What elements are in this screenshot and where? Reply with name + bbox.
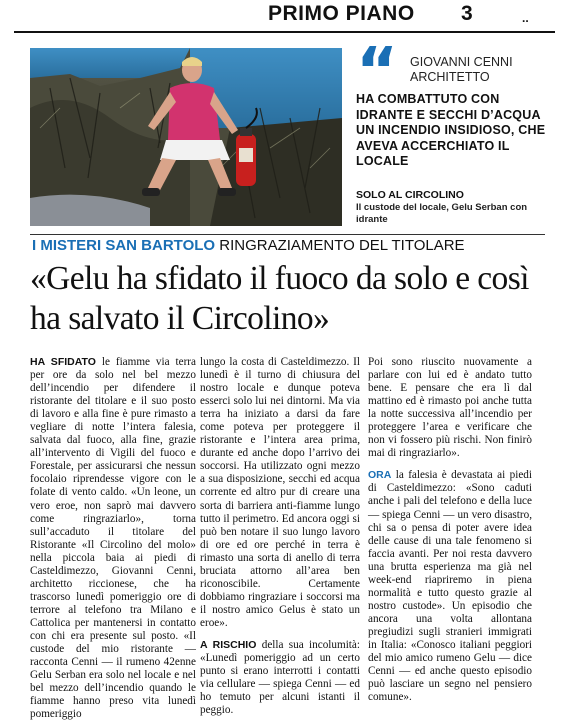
article-photo [30, 48, 342, 226]
pull-quote: HA COMBATTUTO CON IDRANTE E SECCHI D’ACQUA UN INCENDIO INSIDIOSO, CHE AVEVA ACCERCHIATO IL LOCALE [356, 92, 546, 168]
section-title: PRIMO PIANO [268, 2, 415, 25]
kicker [32, 237, 465, 254]
page-header [0, 0, 567, 34]
column-1-lead: HA SFIDATO [30, 356, 96, 368]
article-column-3 [368, 356, 532, 704]
quote-author-name: GIOVANNI CENNI [410, 55, 513, 69]
kicker-rule [30, 234, 545, 235]
kicker-topic: I MISTERI SAN BARTOLO [32, 237, 216, 254]
header-dots: .. [522, 11, 529, 25]
header-rule [14, 31, 555, 33]
caption-title: SOLO AL CIRCOLINO [356, 189, 464, 201]
quote-mark-icon: “ [356, 35, 399, 109]
quote-author-role: ARCHITETTO [410, 70, 490, 84]
headline: «Gelu ha sfidato il fuoco da solo e così ha salvato il Circolino» [30, 260, 529, 337]
kicker-subtitle: RINGRAZIAMENTO DEL TITOLARE [219, 237, 465, 254]
quote-author [410, 55, 513, 85]
article-column-2 [200, 356, 360, 717]
column-2-text-2: della sua incolumità: «Lunedì pomeriggio ad un certo punto si erano interrotti i contatti via cellulare — spiega Cenni — ed ho temuto per alcuni istanti il peggio. [200, 638, 360, 717]
article-column-1 [30, 356, 196, 721]
column-3-text-2: la falesia è devastata ai piedi di Casteldimezzo: «Sono caduti anche i pali del telefono e della luce — spiega Cenni — un vero disastro, chi sa o pensa di poter avere idea delle cause di una tale fenomeno si faccia avanti. Per noi resta davvero una brutta esperienza ma già nel week-end riapriremo in piena normalità e tutto questo grazie al nostro custode». Un episodio che ancora una volta allontana pregiudizi sugli stranieri immigrati in Italia: «Conosco italiani peggiori del mio amico rumeno Gelu — dice Cenni — ed anche questo episodio può lasciare un segno nel pensiero comune». [368, 469, 532, 704]
caption-body: Il custode del locale, Gelu Serban con idrante [356, 201, 528, 225]
column-3-text: Poi sono riuscito nuovamente a parlare con lui ed è andato tutto bene. E pensare che era lì dal mattino ed è rimasto poi anche tutta la notte successiva all’incendio per proteggere l’area e verificare che non vi fossero più rischi. Non finirò mai di ringraziarlo». [368, 356, 532, 460]
page-number: 3 [461, 2, 473, 25]
column-2-text: lungo la costa di Casteldimezzo. Il lunedì è il turno di chiusura del nostro locale e dunque poteva esserci solo lui nei dintorni. Ma via terra ha iniziato a darsi da fare come poteva per proteggere il ristorante e l’intera area prima, durante ed anche dopo l’arrivo dei soccorsi. Ha utilizzato ogni mezzo a sua disposizione, secchi ed acqua corrente ed altro pur di creare una sorta di barriera anti-fiamme lungo tutto il perimetro. Ed ancora oggi si può ben notare il suo lungo lavoro di ore ed ore perché in terra è rimasto una sorta di anello di terra bruciata attorno all’area ben riconoscibile. Certamente dobbiamo ringraziare i soccorsi ma il nostro amico Gelus è stato un eroe». [200, 356, 360, 629]
column-3-lead: ORA [368, 469, 392, 482]
photo-caption [356, 189, 556, 227]
column-2-lead: A RISCHIO [200, 638, 257, 651]
photo-illustration [30, 48, 342, 226]
column-1-text: le fiamme via terra per ore da solo nel bel mezzo dell’incendio per difendere il ristorante del titolare e il suo posto di lavoro e alla fine è pure rimasto a vegliare di notte l’intera falesia, salvata dal fuoco, alla fine, grazie all’intervento di Vigili del fuoco e Forestale, per assicurarsi che nessun focolaio riprendesse vigore con le folate di vento caldo. «Un leone, un vero eroe, non saprò mai davvero come ringraziarlo», torna sull’accaduto il titolare del Ristorante «Il Circolino del molo» nella piccola baia ai piedi di Casteldimezzo, Giovanni Cenni, architetto riccionese, che ha trascorso lunedì pomeriggio ore di terrore al telefono tra Milano e Cattolica per mantenersi in contatto con chi era presente sul posto. «Il custode del mio ristorante — racconta Cenni — il rumeno 42enne Gelu Serban era solo nel locale e nel bel mezzo dell’incendio quando le fiamme hanno preso vita lunedì pomeriggio [30, 356, 197, 721]
